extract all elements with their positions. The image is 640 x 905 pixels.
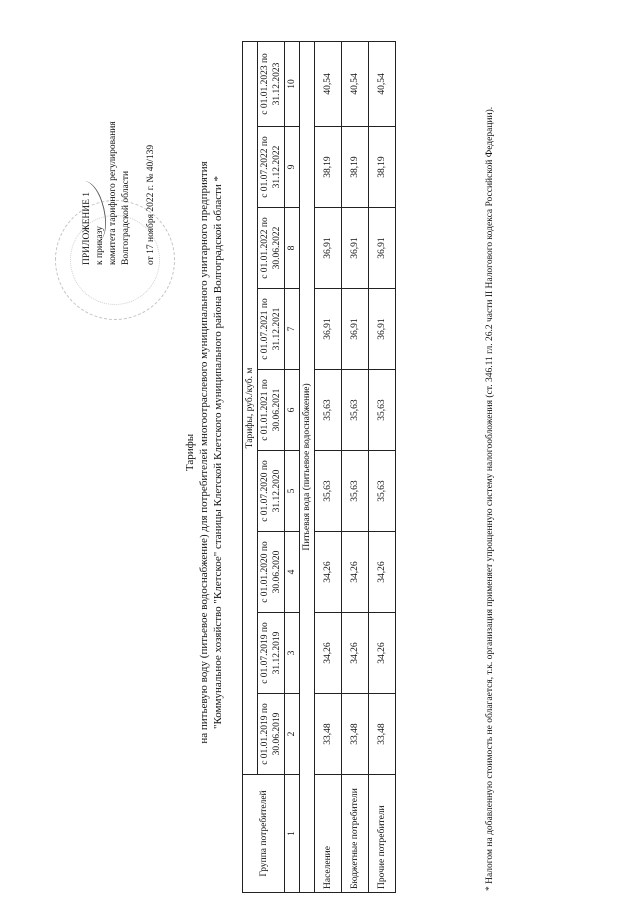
consumer-group: Население xyxy=(315,775,342,893)
doc-subtitle-2: "Коммунальное хозяйство "Клетское" станицы Клетской Клетского муниципального района Волгоградской области * xyxy=(212,175,224,730)
appendix-label: ПРИЛОЖЕНИЕ 1 xyxy=(82,191,92,265)
tariff-value: 34,26 xyxy=(342,532,369,613)
column-number: 9 xyxy=(285,127,300,208)
period-header: с 01.01.2023 по 31.12.2023 xyxy=(258,41,285,126)
tariff-value: 34,26 xyxy=(315,532,342,613)
tariff-value: 34,26 xyxy=(369,532,396,613)
table-row xyxy=(315,41,342,892)
tariff-value: 35,63 xyxy=(342,451,369,532)
column-number: 8 xyxy=(285,208,300,289)
tariff-value: 36,91 xyxy=(369,289,396,370)
tariff-value: 35,63 xyxy=(369,370,396,451)
column-number: 3 xyxy=(285,613,300,694)
header-group: Группа потребителей xyxy=(243,775,285,893)
tariff-value: 40,54 xyxy=(369,41,396,126)
tariff-value: 34,26 xyxy=(315,613,342,694)
tariff-value: 35,63 xyxy=(369,451,396,532)
column-number: 4 xyxy=(285,532,300,613)
tariff-value: 36,91 xyxy=(342,289,369,370)
doc-title: Тарифы xyxy=(184,433,196,472)
header-row-1 xyxy=(243,41,258,892)
table-row xyxy=(369,41,396,892)
tariff-value: 34,26 xyxy=(369,613,396,694)
order-line-1: к приказу xyxy=(95,226,105,265)
doc-subtitle-1: на питьевую воду (питьевое водоснабжение) для потребителей многоотраслевого муниципального унитарного предприятия xyxy=(198,161,210,744)
tariff-value: 40,54 xyxy=(342,41,369,126)
tariff-value: 36,91 xyxy=(315,289,342,370)
header-row-2 xyxy=(258,41,285,892)
header-row-numbers xyxy=(285,41,300,892)
period-header: с 01.01.2022 по 30.06.2022 xyxy=(258,208,285,289)
tariff-value: 38,19 xyxy=(369,127,396,208)
tariff-value: 38,19 xyxy=(342,127,369,208)
footnote: * Налогом на добавленную стоимость не облагается, т.к. организация применяет упрощенную систему налогообложения (ст. 346.11 гл. 26.2 части II Налогового кодекса Российской Федерации). xyxy=(485,106,495,891)
period-header: с 01.01.2020 по 30.06.2020 xyxy=(258,532,285,613)
tariff-value: 36,91 xyxy=(369,208,396,289)
order-line-2: комитета тарифного регулирования xyxy=(108,121,118,265)
tariff-table xyxy=(242,41,396,893)
column-number: 7 xyxy=(285,289,300,370)
period-header: с 01.07.2021 по 31.12.2021 xyxy=(258,289,285,370)
tariff-value: 40,54 xyxy=(315,41,342,126)
column-number: 5 xyxy=(285,451,300,532)
order-date: от 17 ноября 2022 г. № 40/139 xyxy=(146,144,156,265)
consumer-group: Бюджетные потребители xyxy=(342,775,369,893)
period-header: с 01.07.2019 по 31.12.2019 xyxy=(258,613,285,694)
period-header: с 01.01.2021 по 30.06.2021 xyxy=(258,370,285,451)
column-number: 10 xyxy=(285,41,300,126)
header-tariffs: Тарифы, руб./куб. м xyxy=(243,41,258,774)
column-number: 6 xyxy=(285,370,300,451)
period-header: с 01.01.2019 по 30.06.2019 xyxy=(258,694,285,775)
consumer-group: Прочие потребители xyxy=(369,775,396,893)
tariff-value: 35,63 xyxy=(315,370,342,451)
section-row xyxy=(300,41,315,892)
period-header: с 01.07.2022 по 31.12.2022 xyxy=(258,127,285,208)
tariff-value: 38,19 xyxy=(315,127,342,208)
column-number: 2 xyxy=(285,694,300,775)
column-number: 1 xyxy=(285,775,300,893)
tariff-value: 36,91 xyxy=(315,208,342,289)
period-header: с 01.07.2020 по 31.12.2020 xyxy=(258,451,285,532)
order-line-3: Волгоградской области xyxy=(121,170,131,265)
tariff-value: 33,48 xyxy=(342,694,369,775)
table-row xyxy=(342,41,369,892)
tariff-value: 33,48 xyxy=(369,694,396,775)
section-water: Питьевая вода (питьевое водоснабжение) xyxy=(300,41,315,892)
tariff-value: 35,63 xyxy=(342,370,369,451)
tariff-value: 34,26 xyxy=(342,613,369,694)
tariff-value: 35,63 xyxy=(315,451,342,532)
tariff-value: 33,48 xyxy=(315,694,342,775)
tariff-value: 36,91 xyxy=(342,208,369,289)
